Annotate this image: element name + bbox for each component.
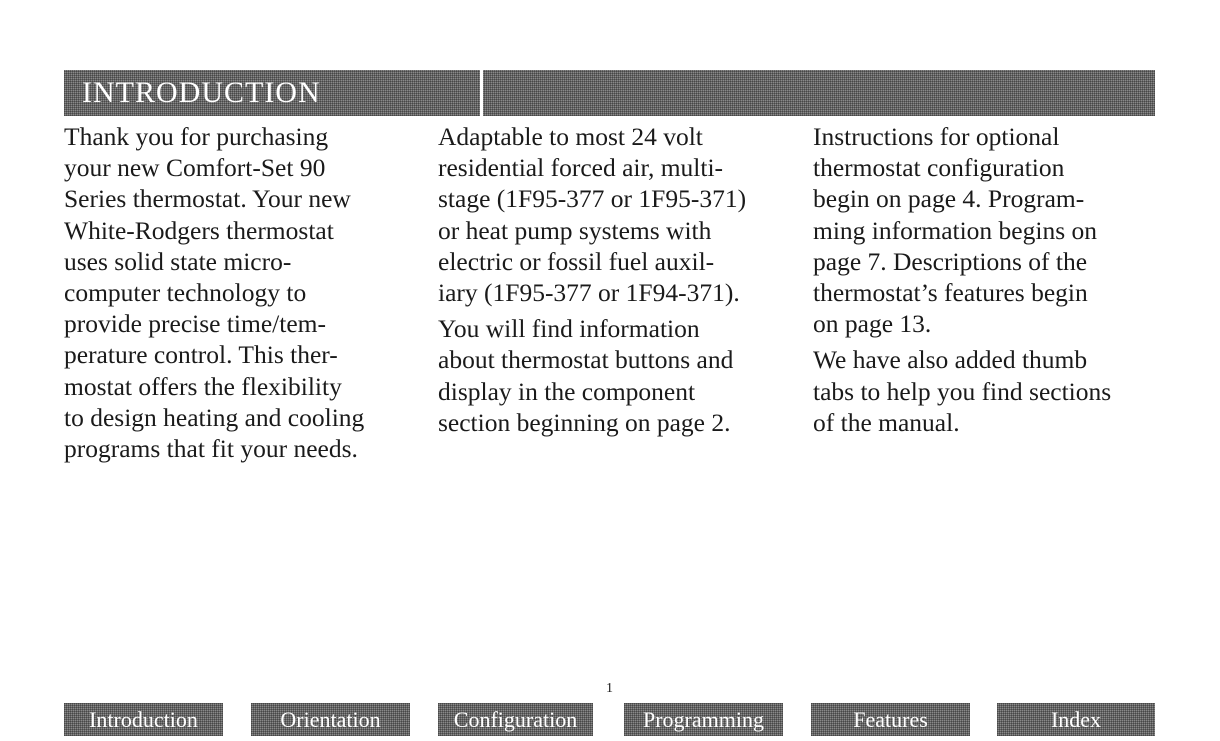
text-line: You will find information [438, 314, 700, 344]
tab-index[interactable]: Index [997, 703, 1155, 736]
paragraph [813, 344, 1163, 438]
tab-features[interactable]: Features [811, 703, 970, 736]
page-number: 1 [606, 681, 613, 696]
text-line: display in the component [438, 376, 696, 406]
tab-orientation[interactable]: Orientation [251, 703, 410, 736]
text-line: page 7. Descriptions of the [813, 246, 1088, 276]
text-column-3 [813, 121, 1163, 438]
text-line: residential forced air, multi- [438, 153, 724, 183]
tab-configuration[interactable]: Configuration [438, 703, 593, 736]
tab-programming[interactable]: Programming [624, 703, 783, 736]
text-line: provide precise time/tem- [64, 309, 326, 339]
text-column-2 [438, 121, 788, 438]
text-line: uses solid state micro- [64, 246, 292, 276]
header-divider [480, 70, 483, 116]
paragraph [438, 313, 788, 438]
text-line: or heat pump systems with [438, 215, 712, 245]
text-line: programs that fit your needs. [64, 434, 358, 464]
text-line: Instructions for optional [813, 122, 1060, 151]
paragraph [813, 121, 1163, 339]
text-line: thermostat’s features begin [813, 278, 1088, 308]
text-line: on page 13. [813, 309, 932, 339]
text-line: White-Rodgers thermostat [64, 215, 334, 245]
text-line: tabs to help you find sections [813, 376, 1112, 406]
text-line: We have also added thumb [813, 345, 1088, 375]
text-line: to design heating and cooling [64, 402, 365, 432]
section-title: INTRODUCTION [82, 76, 321, 109]
text-column-1 [64, 121, 419, 464]
text-line: thermostat configuration [813, 153, 1065, 183]
text-line: about thermostat buttons and [438, 345, 734, 375]
paragraph [438, 121, 788, 308]
text-line: of the manual. [813, 407, 960, 437]
text-line: mostat offers the flexibility [64, 371, 342, 401]
text-line: begin on page 4. Program- [813, 184, 1085, 214]
text-line: ming information begins on [813, 215, 1098, 245]
text-line: Thank you for purchasing [64, 122, 329, 151]
text-line: electric or fossil fuel auxil- [438, 246, 715, 276]
text-line: computer technology to [64, 278, 307, 308]
paragraph [64, 121, 419, 464]
text-line: perature control. This ther- [64, 340, 338, 370]
section-header-bar [64, 70, 1155, 116]
text-line: iary (1F95-377 or 1F94-371). [438, 278, 740, 308]
text-line: section beginning on page 2. [438, 407, 731, 437]
text-line: your new Comfort-Set 90 [64, 153, 326, 183]
tab-introduction[interactable]: Introduction [64, 703, 223, 736]
text-line: Series thermostat. Your new [64, 184, 351, 214]
text-line: stage (1F95-377 or 1F95-371) [438, 184, 747, 214]
text-line: Adaptable to most 24 volt [438, 122, 703, 151]
